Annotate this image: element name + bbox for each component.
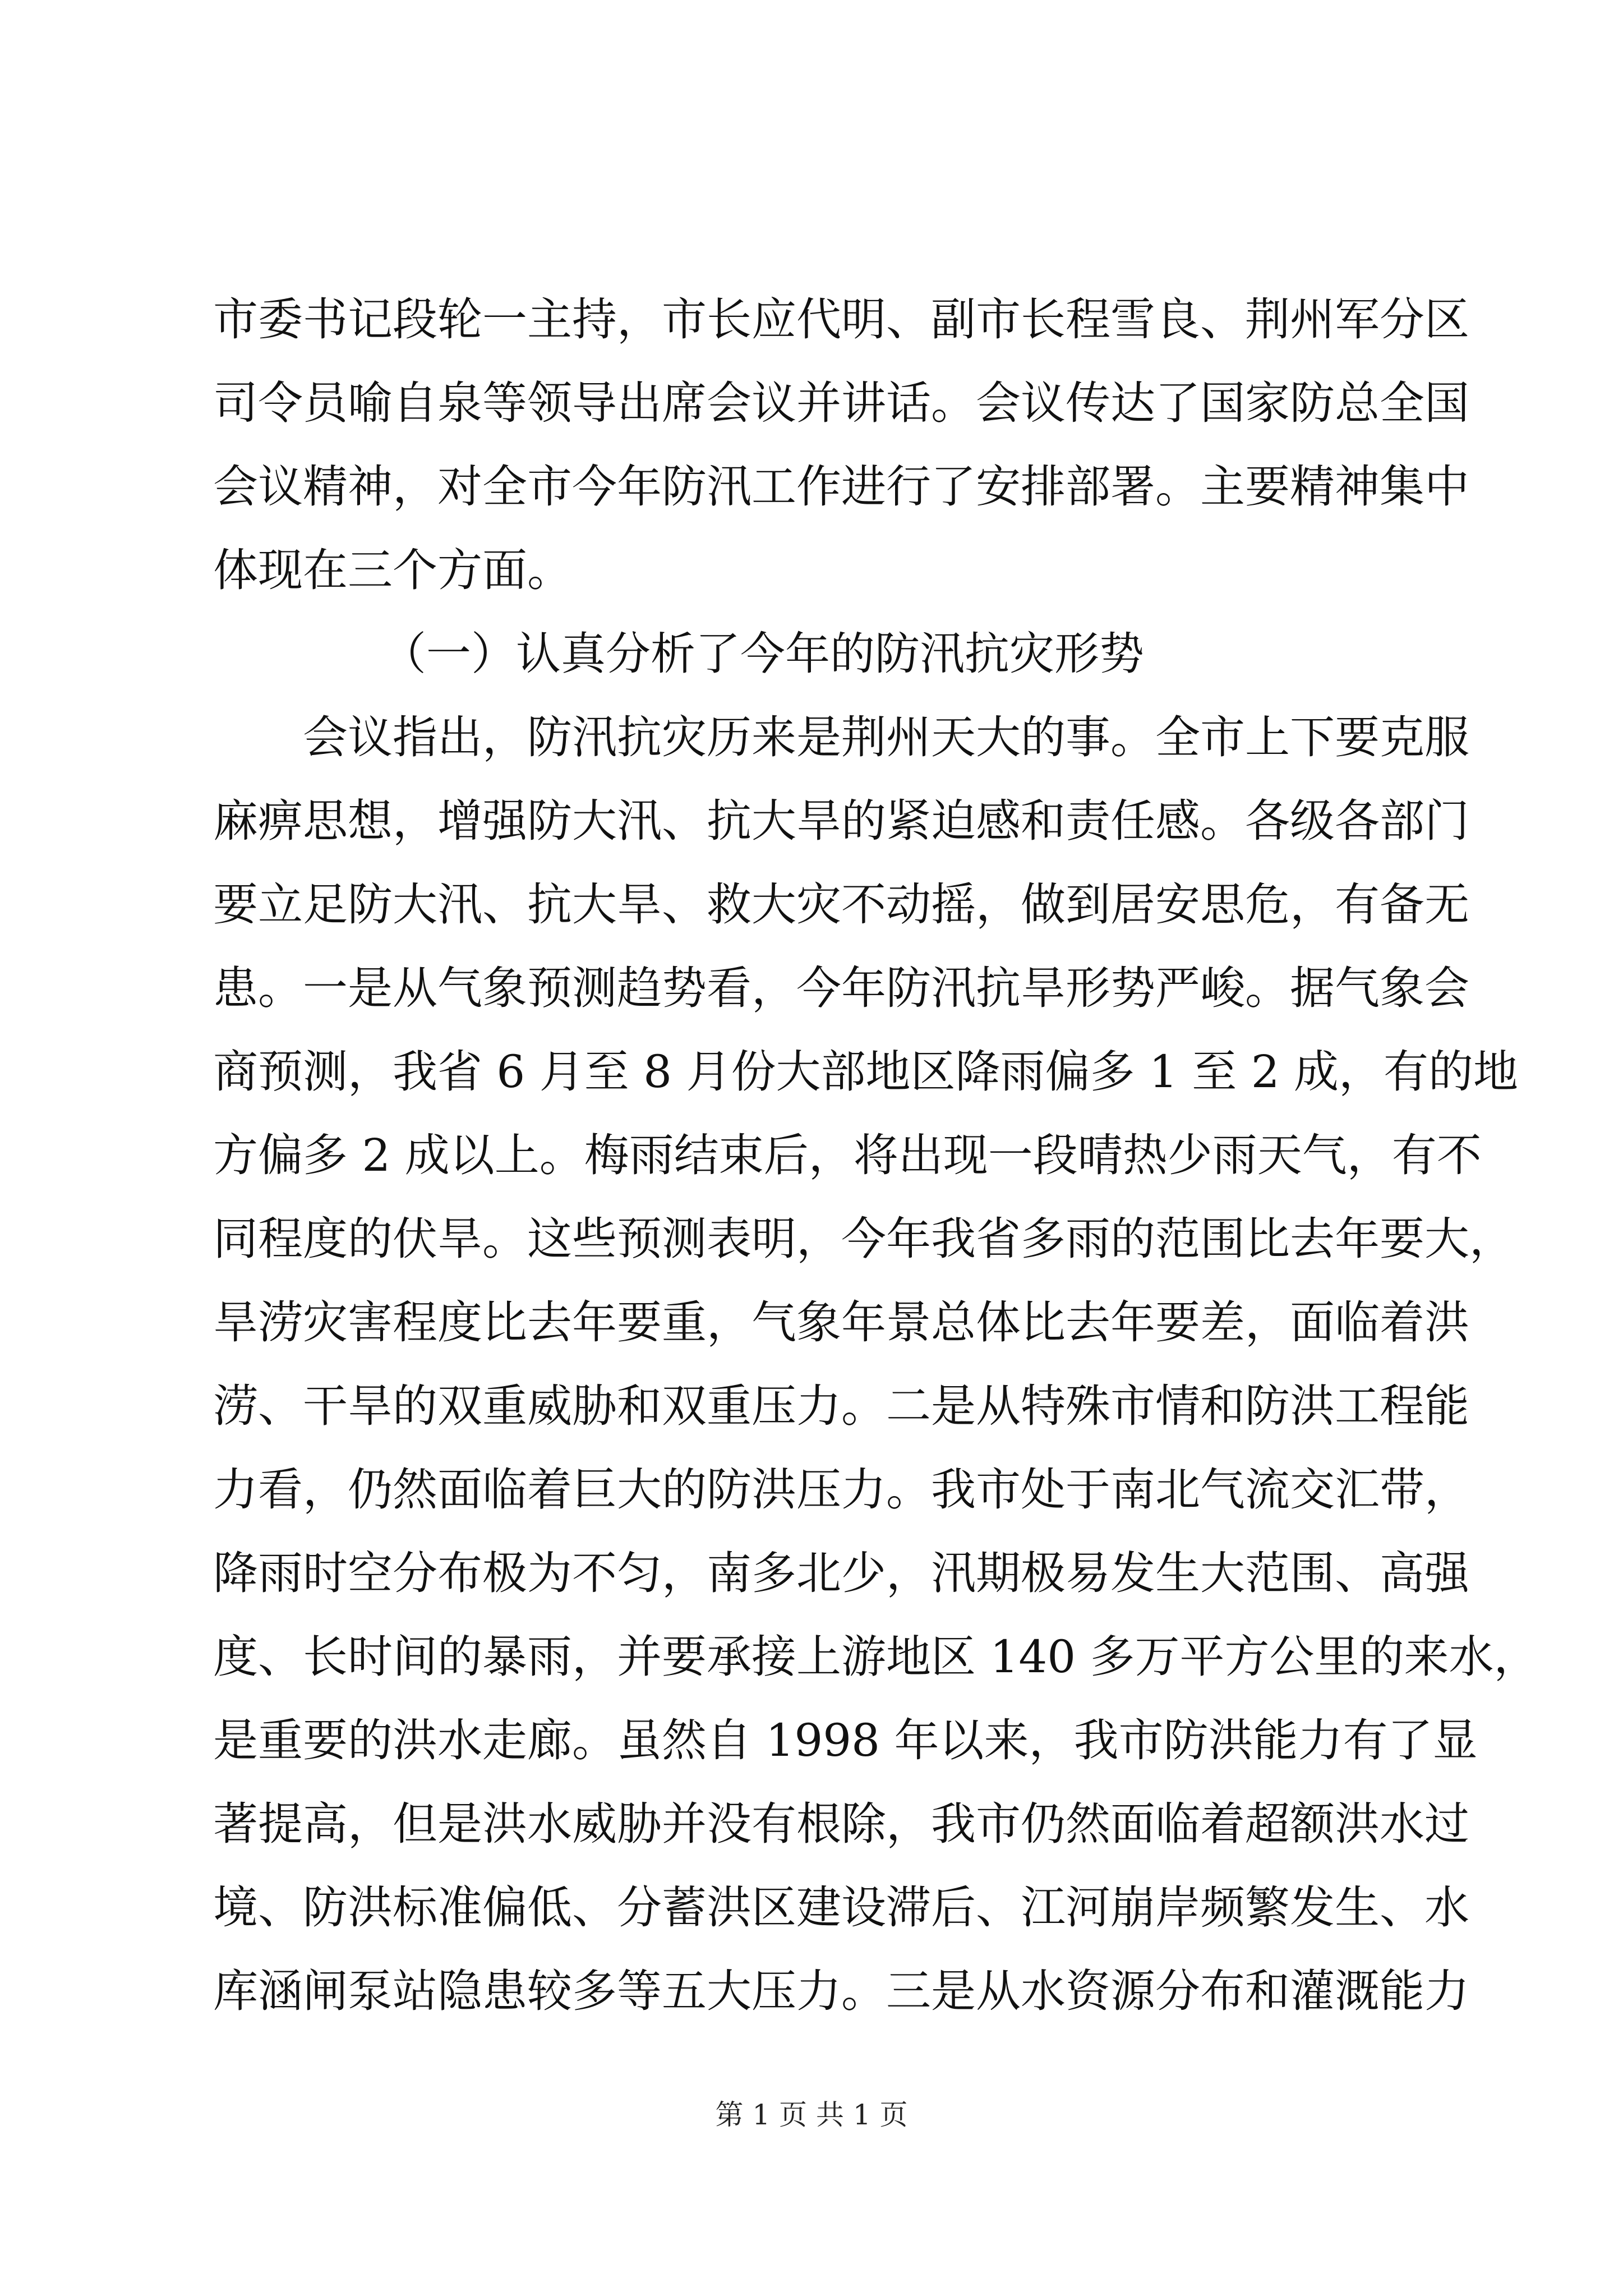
text-line: 市委书记段轮一主持，市长应代明、副市长程雪良、荆州军分区 [213,293,1469,346]
text-line: 司令员喻自泉等领导出席会议并讲话。会议传达了国家防总全国 [213,377,1469,429]
section-heading: （一）认真分析了今年的防汛抗灾形势 [381,628,1144,680]
text-line: 旱涝灾害程度比去年要重，气象年景总体比去年要差，面临着洪 [213,1296,1469,1349]
text-line: 麻痹思想，增强防大汛、抗大旱的紧迫感和责任感。各级各部门 [213,795,1469,847]
text-line: 方偏多 2 成以上。梅雨结束后，将出现一段晴热少雨天气，有不 [213,1129,1482,1181]
text-line: 商预测，我省 6 月至 8 月份大部地区降雨偏多 1 至 2 成，有的地 [213,1046,1519,1098]
text-line: 涝、干旱的双重威胁和双重压力。二是从特殊市情和防洪工程能 [213,1380,1469,1432]
paragraph-first-line: 会议指出，防汛抗灾历来是荆州天大的事。全市上下要克服 [303,711,1469,763]
text-line: 降雨时空分布极为不匀，南多北少，汛期极易发生大范围、高强 [213,1547,1469,1599]
text-line: 要立足防大汛、抗大旱、救大灾不动摇，做到居安思危，有备无 [213,878,1469,931]
text-line: 力看，仍然面临着巨大的防洪压力。我市处于南北气流交汇带， [213,1464,1469,1516]
page-number-footer: 第 1 页 共 1 页 [715,2099,908,2131]
text-line: 库涵闸泵站隐患较多等五大压力。三是从水资源分布和灌溉能力 [213,1965,1469,2017]
text-line: 会议精神，对全市今年防汛工作进行了安排部署。主要精神集中 [213,461,1469,513]
text-line: 度、长时间的暴雨，并要承接上游地区 140 多万平方公里的来水， [213,1631,1539,1683]
text-line: 著提高，但是洪水威胁并没有根除，我市仍然面临着超额洪水过 [213,1798,1469,1850]
text-line: 患。一是从气象预测趋势看，今年防汛抗旱形势严峻。据气象会 [213,962,1469,1014]
text-line: 境、防洪标准偏低、分蓄洪区建设滞后、江河崩岸频繁发生、水 [213,1881,1469,1934]
text-line: 体现在三个方面。 [213,544,572,596]
text-line: 同程度的伏旱。这些预测表明，今年我省多雨的范围比去年要大， [213,1213,1514,1265]
document-body [213,278,1539,2033]
text-line: 是重要的洪水走廊。虽然自 1998 年以来，我市防洪能力有了显 [213,1714,1478,1766]
